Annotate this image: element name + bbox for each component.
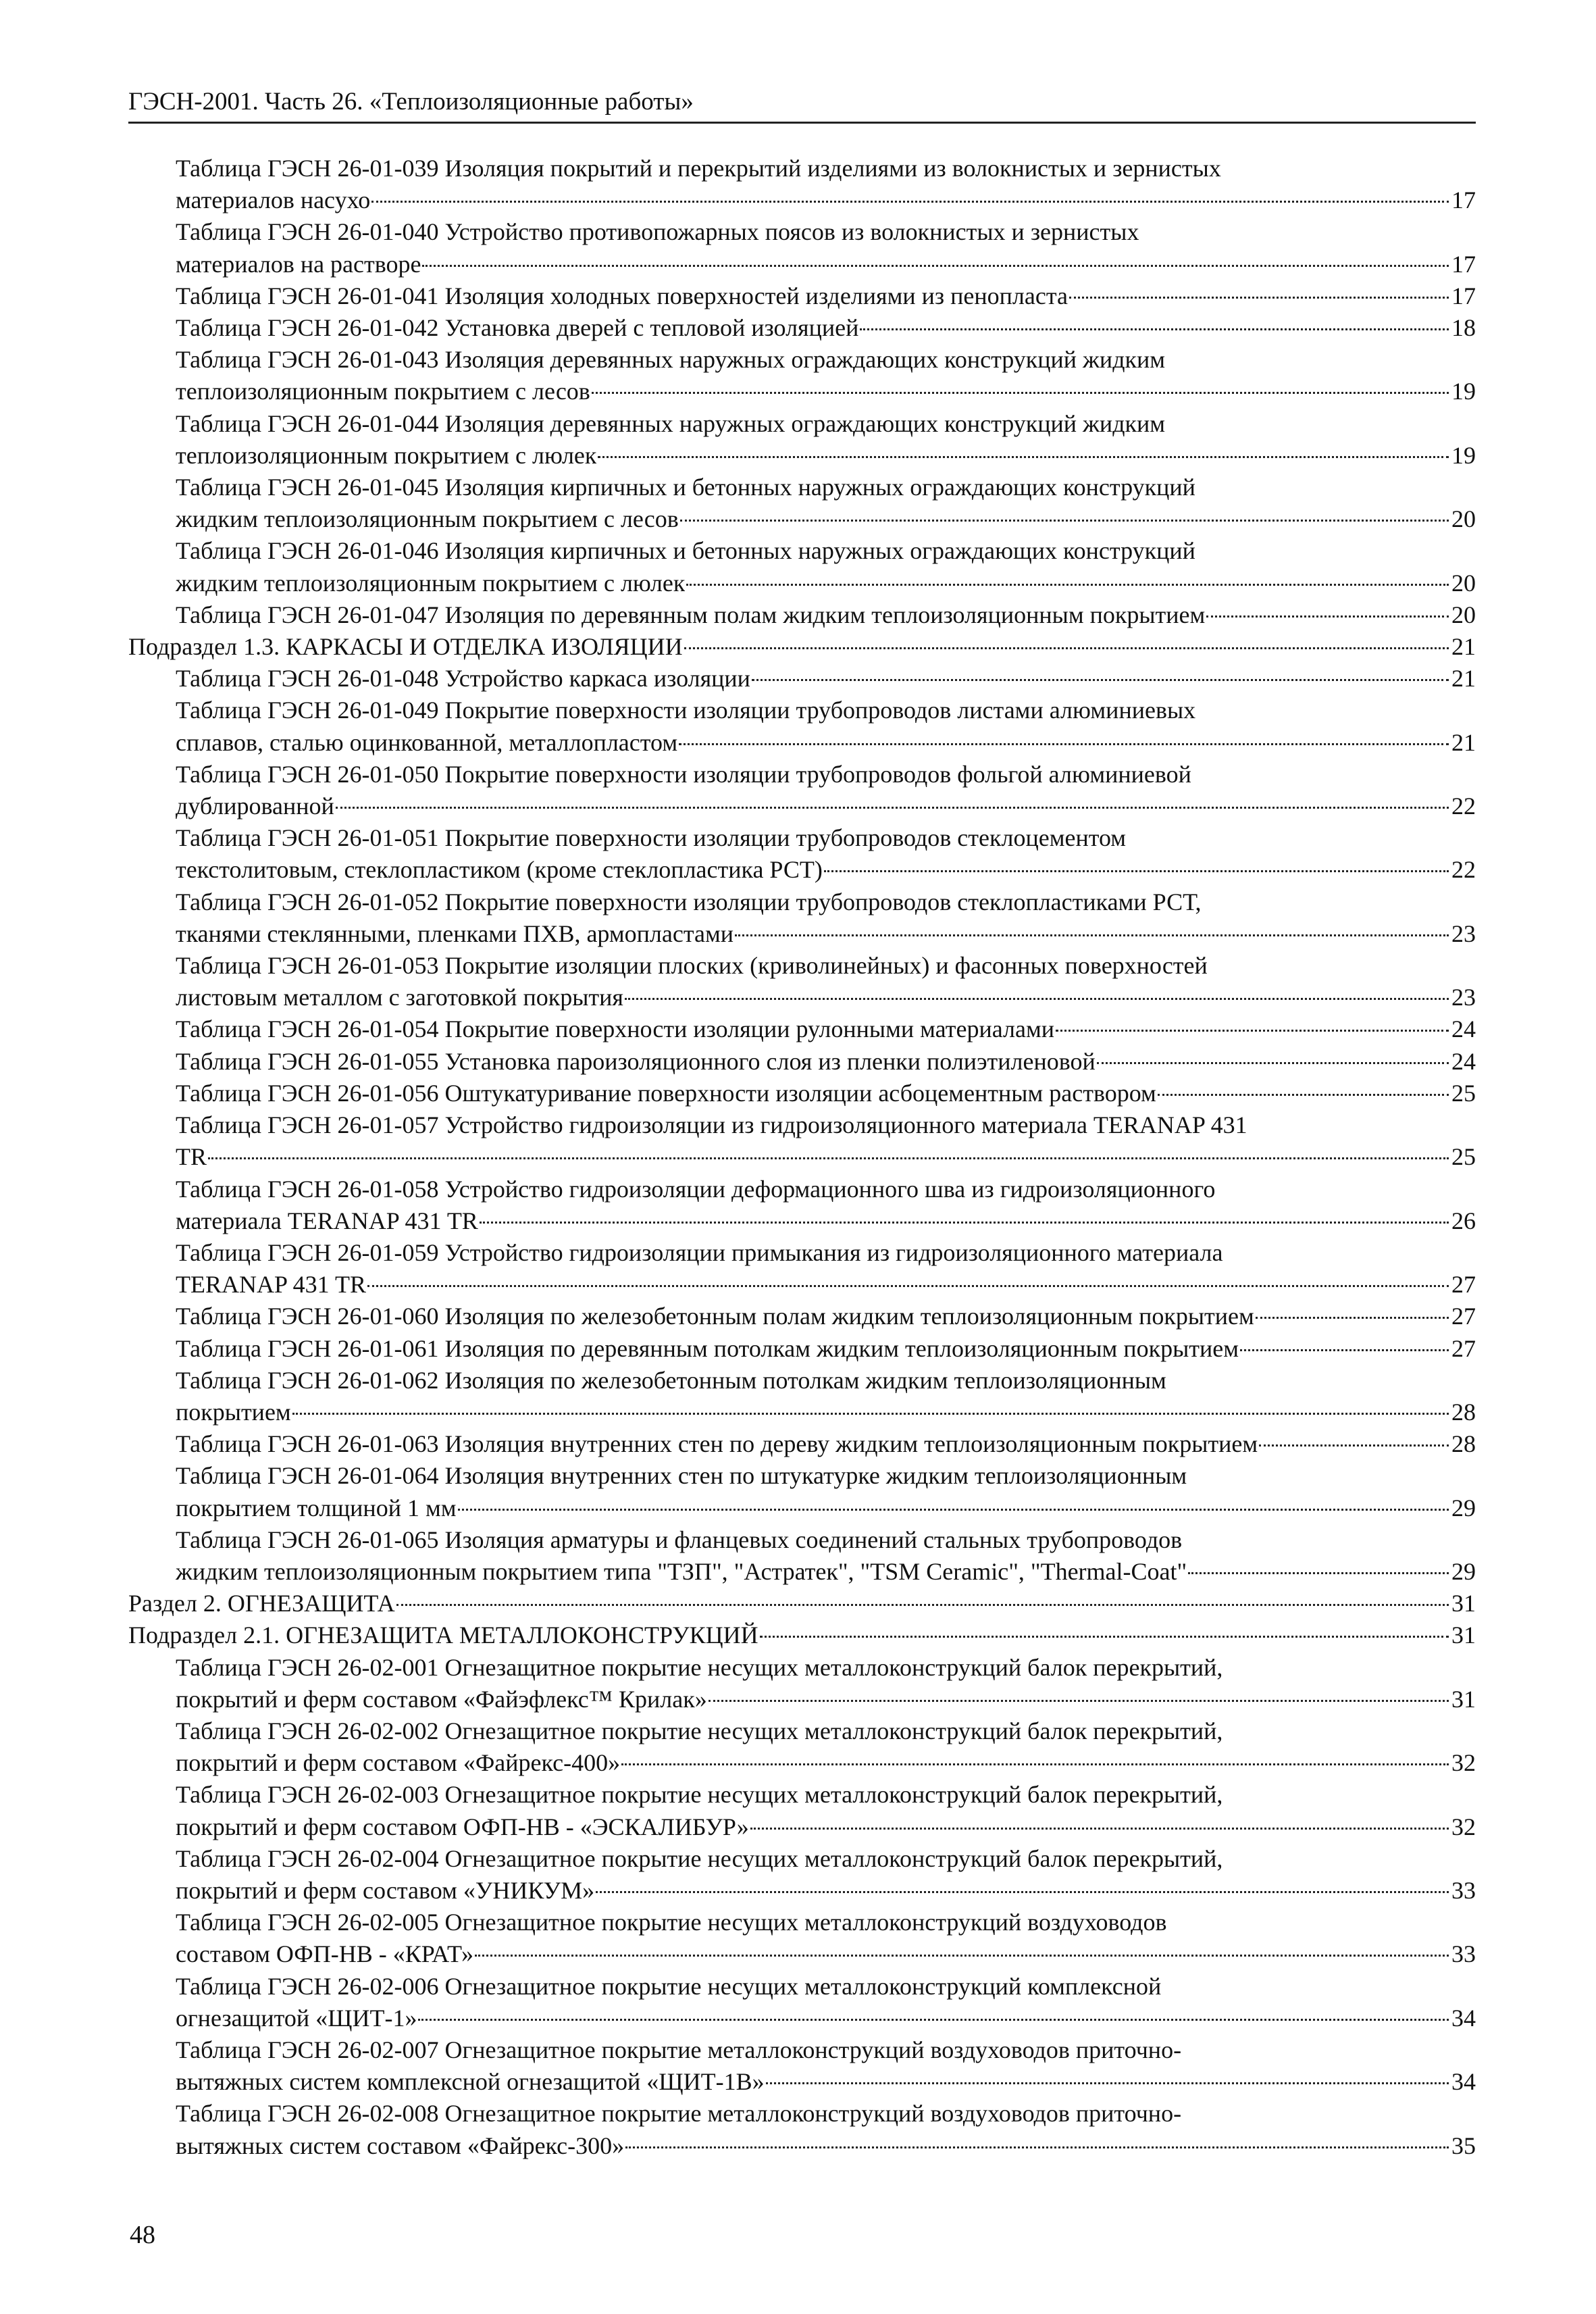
toc-entry-text: Таблица ГЭСН 26-01-056 Оштукатуривание поверхности изоляции асбоцементным раствором [176,1079,1156,1107]
dot-leader [625,2146,1449,2148]
toc-entry-last-line [176,663,1476,695]
dot-leader [684,647,1449,649]
toc-entry-last-line [176,599,1476,631]
dot-leader [1188,1572,1449,1574]
toc-table-entry[interactable] [128,1078,1476,1109]
dot-leader [1206,615,1449,618]
toc-page-number: 34 [1451,2068,1476,2096]
toc-table-entry[interactable] [128,822,1476,886]
toc-entry-text: Таблица ГЭСН 26-01-058 Устройство гидроизоляции деформационного шва из гидроизоляционного [176,1175,1216,1203]
toc-page-number: 21 [1451,665,1476,693]
toc-entry-text: TR [176,1143,207,1171]
toc-table-entry[interactable] [128,153,1476,216]
toc-entry-last-line [176,440,1476,472]
toc-page-number: 23 [1451,920,1476,947]
toc-table-entry[interactable] [128,1109,1476,1173]
toc-entry-last-line [176,1046,1476,1078]
toc-table-entry[interactable] [128,1971,1476,2034]
dot-leader [480,1222,1449,1224]
toc-entry-last-line [176,1205,1476,1237]
toc-table-entry[interactable] [128,472,1476,535]
toc-page-number: 27 [1451,1303,1476,1330]
dot-leader [458,1509,1449,1511]
toc-entry-last-line [176,1938,1476,1970]
toc-page-number: 25 [1451,1079,1476,1107]
toc-entry-text: Таблица ГЭСН 26-01-041 Изоляция холодных поверхностей изделиями из пенопласта [176,282,1068,309]
dot-leader [679,743,1449,745]
table-of-contents [128,153,1476,2162]
toc-entry-text: тканями стеклянными, пленками ПХВ, армопластами [176,920,734,947]
toc-page-number: 33 [1451,1940,1476,1968]
toc-page-number: 21 [1451,633,1476,661]
toc-page-number: 17 [1451,250,1476,278]
toc-entry-text: Таблица ГЭСН 26-01-040 Устройство противопожарных поясов из волокнистых и зернистых [176,218,1139,246]
toc-table-entry[interactable] [128,1907,1476,1970]
toc-entry-text: жидким теплоизоляционным покрытием типа "ТЗП", "Астратек", "TSM Ceramic", "Thermal-Coat" [176,1557,1187,1585]
toc-entry-text: материала TERANAP 431 TR [176,1207,478,1234]
toc-page-number: 32 [1451,1749,1476,1777]
toc-table-entry[interactable] [128,1301,1476,1332]
toc-entry-last-line [128,631,1476,663]
toc-page-number: 20 [1451,505,1476,533]
toc-section-entry[interactable] [128,631,1476,663]
dot-leader [860,328,1449,330]
toc-entry-last-line [176,1301,1476,1332]
toc-entry-last-line [176,1397,1476,1428]
toc-table-entry[interactable] [128,599,1476,631]
toc-table-entry[interactable] [128,2034,1476,2098]
toc-entry-text: Подраздел 2.1. ОГНЕЗАЩИТА МЕТАЛЛОКОНСТРУКЦИЙ [128,1621,758,1649]
toc-section-entry[interactable] [128,1619,1476,1651]
toc-table-entry[interactable] [128,1428,1476,1460]
dot-leader [596,1891,1449,1893]
toc-page-number: 34 [1451,2004,1476,2032]
toc-table-entry[interactable] [128,759,1476,822]
toc-entry-text: Таблица ГЭСН 26-01-050 Покрытие поверхности изоляции трубопроводов фольгой алюминиевой [176,760,1191,788]
toc-entry-last-line [176,2130,1476,2162]
toc-page-number: 19 [1451,378,1476,405]
toc-entry-text: материалов на растворе [176,250,421,278]
toc-entry-last-line [176,1269,1476,1301]
toc-entry-last-line [176,790,1476,822]
toc-entry-text: Таблица ГЭСН 26-01-043 Изоляция деревянных наружных ограждающих конструкций жидким [176,346,1166,374]
dot-leader [709,1700,1449,1702]
toc-table-entry[interactable] [128,1652,1476,1715]
toc-entry-text: теплоизоляционным покрытием с лесов [176,378,590,405]
toc-page-number: 31 [1451,1621,1476,1649]
toc-page-number: 21 [1451,728,1476,756]
toc-page-number: 28 [1451,1398,1476,1426]
toc-entry-text: Таблица ГЭСН 26-01-046 Изоляция кирпичных и бетонных наружных ограждающих конструкций [176,537,1195,565]
toc-entry-text: покрытий и ферм составом ОФП-НВ - «ЭСКАЛИБУР» [176,1813,749,1840]
toc-entry-last-line [128,1588,1476,1619]
toc-page-number: 26 [1451,1207,1476,1234]
toc-entry-last-line [176,1078,1476,1109]
toc-entry-text: Таблица ГЭСН 26-01-060 Изоляция по железобетонным полам жидким теплоизоляционным покрытием [176,1303,1254,1330]
toc-entry-last-line [176,376,1476,407]
toc-entry-text: составом ОФП-НВ - «КРАТ» [176,1940,474,1968]
toc-entry-last-line [176,1875,1476,1907]
toc-page-number: 20 [1451,569,1476,597]
toc-table-entry[interactable] [128,1333,1476,1365]
toc-table-entry[interactable] [128,535,1476,599]
toc-page-number: 27 [1451,1334,1476,1362]
toc-table-entry[interactable] [128,663,1476,695]
toc-entry-text: огнезащитой «ЩИТ-1» [176,2004,417,2032]
toc-entry-text: Таблица ГЭСН 26-01-065 Изоляция арматуры и фланцевых соединений стальных трубопроводов [176,1526,1183,1553]
toc-entry-last-line [176,503,1476,535]
dot-leader [680,520,1449,522]
toc-table-entry[interactable] [128,1174,1476,1237]
dot-leader [208,1157,1449,1159]
toc-table-entry[interactable] [128,280,1476,312]
toc-entry-text: Таблица ГЭСН 26-01-052 Покрытие поверхности изоляции трубопроводов стеклопластиками РСТ, [176,888,1202,915]
toc-entry-last-line [176,982,1476,1013]
toc-entry-last-line [176,854,1476,886]
toc-entry-text: Таблица ГЭСН 26-02-008 Огнезащитное покрытие металлоконструкций воздуховодов приточно- [176,2100,1182,2128]
dot-leader [1240,1349,1449,1351]
toc-page-number: 27 [1451,1271,1476,1299]
toc-page-number: 33 [1451,1876,1476,1904]
dot-leader [1158,1094,1449,1096]
toc-entry-text: листовым металлом с заготовкой покрытия [176,984,623,1011]
toc-entry-text: Таблица ГЭСН 26-01-063 Изоляция внутренних стен по дереву жидким теплоизоляционным покрытием [176,1430,1258,1458]
toc-entry-text: Таблица ГЭСН 26-01-055 Установка пароизоляционного слоя из пленки полиэтиленовой [176,1047,1096,1075]
toc-entry-text: текстолитовым, стеклопластиком (кроме стеклопластика РСТ) [176,856,823,884]
toc-entry-last-line [176,1747,1476,1779]
dot-leader [750,1828,1449,1830]
toc-table-entry[interactable] [128,1365,1476,1428]
toc-entry-last-line [176,1684,1476,1715]
page-header: ГЭСН-2001. Часть 26. «Теплоизоляционные работы» [128,88,694,116]
dot-leader [336,807,1449,809]
toc-page-number: 29 [1451,1494,1476,1521]
toc-entry-text: сплавов, сталью оцинкованной, металлопластом [176,728,678,756]
toc-table-entry[interactable] [128,1460,1476,1524]
dot-leader [1069,297,1449,299]
toc-entry-text: Таблица ГЭСН 26-01-053 Покрытие изоляции плоских (криволинейных) и фасонных поверхностей [176,952,1208,980]
toc-table-entry[interactable] [128,950,1476,1013]
toc-entry-text: покрытий и ферм составом «Файрекс-400» [176,1749,621,1777]
toc-entry-text: Таблица ГЭСН 26-01-039 Изоляция покрытий и перекрытий изделиями из волокнистых и зернистых [176,155,1221,182]
toc-page-number: 23 [1451,984,1476,1011]
toc-entry-text: вытяжных систем комплексной огнезащитой «ЩИТ-1В» [176,2068,765,2096]
toc-table-entry[interactable] [128,312,1476,344]
toc-table-entry[interactable] [128,1715,1476,1779]
toc-page-number: 28 [1451,1430,1476,1458]
dot-leader [592,392,1449,394]
toc-entry-text: вытяжных систем составом «Файрекс-300» [176,2132,625,2159]
toc-entry-last-line [176,1492,1476,1524]
toc-page-number: 31 [1451,1685,1476,1713]
dot-leader [475,1955,1449,1957]
toc-entry-text: TERANAP 431 TR [176,1271,367,1299]
toc-table-entry[interactable] [128,1013,1476,1045]
toc-entry-text: материалов насухо [176,186,371,214]
dot-leader [735,934,1449,936]
toc-entry-last-line [176,918,1476,950]
toc-entry-text: Раздел 2. ОГНЕЗАЩИТА [128,1590,395,1617]
toc-table-entry[interactable] [128,1779,1476,1842]
toc-entry-text: Таблица ГЭСН 26-02-006 Огнезащитное покрытие несущих металлоконструкций комплексной [176,1972,1162,2000]
toc-entry-text: Таблица ГЭСН 26-01-045 Изоляция кирпичных и бетонных наружных ограждающих конструкций [176,474,1195,501]
toc-entry-last-line [176,1556,1476,1588]
toc-table-entry[interactable] [128,886,1476,950]
toc-entry-last-line [176,184,1476,216]
toc-page-number: 29 [1451,1557,1476,1585]
dot-leader [422,265,1449,267]
toc-entry-text: Таблица ГЭСН 26-01-044 Изоляция деревянных наружных ограждающих конструкций жидким [176,409,1166,437]
toc-entry-last-line [176,1428,1476,1460]
dot-leader [396,1604,1449,1606]
toc-entry-last-line [176,1141,1476,1173]
toc-page-number: 19 [1451,441,1476,469]
toc-entry-last-line [176,2003,1476,2034]
toc-page-number: 24 [1451,1047,1476,1075]
dot-leader [418,2019,1449,2021]
toc-entry-text: Таблица ГЭСН 26-01-049 Покрытие поверхности изоляции трубопроводов листами алюминиевых [176,697,1196,724]
toc-entry-text: жидким теплоизоляционным покрытием с лесов [176,505,679,533]
toc-entry-text: Таблица ГЭСН 26-02-002 Огнезащитное покрытие несущих металлоконструкций балок перекрытий, [176,1717,1223,1744]
toc-entry-last-line [176,312,1476,344]
toc-page-number: 20 [1451,601,1476,628]
dot-leader [1256,1317,1449,1319]
toc-table-entry[interactable] [128,1843,1476,1907]
toc-page-number: 17 [1451,282,1476,309]
dot-leader [1056,1030,1449,1032]
toc-entry-text: Таблица ГЭСН 26-01-051 Покрытие поверхности изоляции трубопроводов стеклоцементом [176,824,1127,852]
toc-entry-last-line [176,1013,1476,1045]
dot-leader [1259,1444,1449,1447]
dot-leader [752,679,1449,681]
toc-entry-text: Таблица ГЭСН 26-01-047 Изоляция по деревянным полам жидким теплоизоляционным покрытием [176,601,1206,628]
toc-entry-text: жидким теплоизоляционным покрытием с люлек [176,569,686,597]
toc-entry-text: Таблица ГЭСН 26-01-057 Устройство гидроизоляции из гидроизоляционного материала TERANAP 431 [176,1111,1247,1139]
toc-entry-text: Таблица ГЭСН 26-01-059 Устройство гидроизоляции примыкания из гидроизоляционного материала [176,1238,1223,1266]
toc-entry-last-line [176,568,1476,599]
toc-table-entry[interactable] [128,1524,1476,1588]
toc-table-entry[interactable] [128,408,1476,472]
toc-table-entry[interactable] [128,1046,1476,1078]
toc-page-number: 24 [1451,1015,1476,1043]
dot-leader [686,584,1449,586]
toc-entry-text: Таблица ГЭСН 26-01-062 Изоляция по железобетонным потолкам жидким теплоизоляционным [176,1366,1166,1394]
toc-entry-text: Таблица ГЭСН 26-02-005 Огнезащитное покрытие несущих металлоконструкций воздуховодов [176,1909,1167,1936]
dot-leader [367,1285,1449,1287]
toc-page-number: 22 [1451,793,1476,820]
toc-entry-last-line [176,280,1476,312]
dot-leader [371,201,1449,203]
toc-entry-text: Таблица ГЭСН 26-01-042 Установка дверей с тепловой изоляцией [176,314,859,342]
toc-entry-text: Таблица ГЭСН 26-01-048 Устройство каркаса изоляции [176,665,750,693]
toc-table-entry[interactable] [128,344,1476,407]
toc-entry-text: Таблица ГЭСН 26-02-001 Огнезащитное покрытие несущих металлоконструкций балок перекрытий, [176,1653,1223,1681]
toc-entry-text: Таблица ГЭСН 26-02-007 Огнезащитное покрытие металлоконструкций воздуховодов приточно- [176,2036,1182,2063]
toc-entry-text: дублированной [176,793,334,820]
toc-entry-last-line [176,249,1476,280]
header-rule [128,122,1476,124]
dot-leader [625,998,1449,1000]
toc-entry-text: Подраздел 1.3. КАРКАСЫ И ОТДЕЛКА ИЗОЛЯЦИИ [128,633,683,661]
toc-page-number: 18 [1451,314,1476,342]
toc-entry-text: Таблица ГЭСН 26-01-064 Изоляция внутренних стен по штукатурке жидким теплоизоляционным [176,1462,1187,1490]
toc-table-entry[interactable] [128,216,1476,280]
toc-entry-last-line [128,1619,1476,1651]
toc-entry-text: покрытий и ферм составом «Файэфлекс™ Крилак» [176,1685,707,1713]
toc-table-entry[interactable] [128,695,1476,758]
toc-section-entry[interactable] [128,1588,1476,1619]
toc-entry-text: теплоизоляционным покрытием с люлек [176,441,597,469]
dot-leader [766,2082,1449,2084]
toc-page-number: 22 [1451,856,1476,884]
toc-entry-text: Таблица ГЭСН 26-01-061 Изоляция по деревянным потолкам жидким теплоизоляционным покрытием [176,1334,1239,1362]
dot-leader [1097,1062,1449,1064]
dot-leader [760,1636,1449,1638]
toc-entry-text: покрытием толщиной 1 мм [176,1494,457,1521]
toc-table-entry[interactable] [128,1237,1476,1301]
dot-leader [598,456,1449,458]
toc-entry-last-line [176,1811,1476,1843]
toc-entry-last-line [176,2066,1476,2098]
toc-table-entry[interactable] [128,2098,1476,2161]
dot-leader [292,1413,1449,1415]
toc-entry-text: покрытий и ферм составом «УНИКУМ» [176,1876,595,1904]
toc-page-number: 31 [1451,1590,1476,1617]
toc-entry-last-line [176,727,1476,759]
toc-page-number: 17 [1451,186,1476,214]
toc-page-number: 25 [1451,1143,1476,1171]
toc-page-number: 32 [1451,1813,1476,1840]
dot-leader [621,1763,1449,1765]
toc-entry-last-line [176,1333,1476,1365]
toc-entry-text: покрытием [176,1398,291,1426]
page-number: 48 [130,2221,155,2249]
dot-leader [824,870,1449,872]
toc-entry-text: Таблица ГЭСН 26-01-054 Покрытие поверхности изоляции рулонными материалами [176,1015,1054,1043]
toc-entry-text: Таблица ГЭСН 26-02-004 Огнезащитное покрытие несущих металлоконструкций балок перекрытий, [176,1844,1223,1872]
toc-page-number: 35 [1451,2132,1476,2159]
toc-entry-text: Таблица ГЭСН 26-02-003 Огнезащитное покрытие несущих металлоконструкций балок перекрытий, [176,1781,1223,1809]
